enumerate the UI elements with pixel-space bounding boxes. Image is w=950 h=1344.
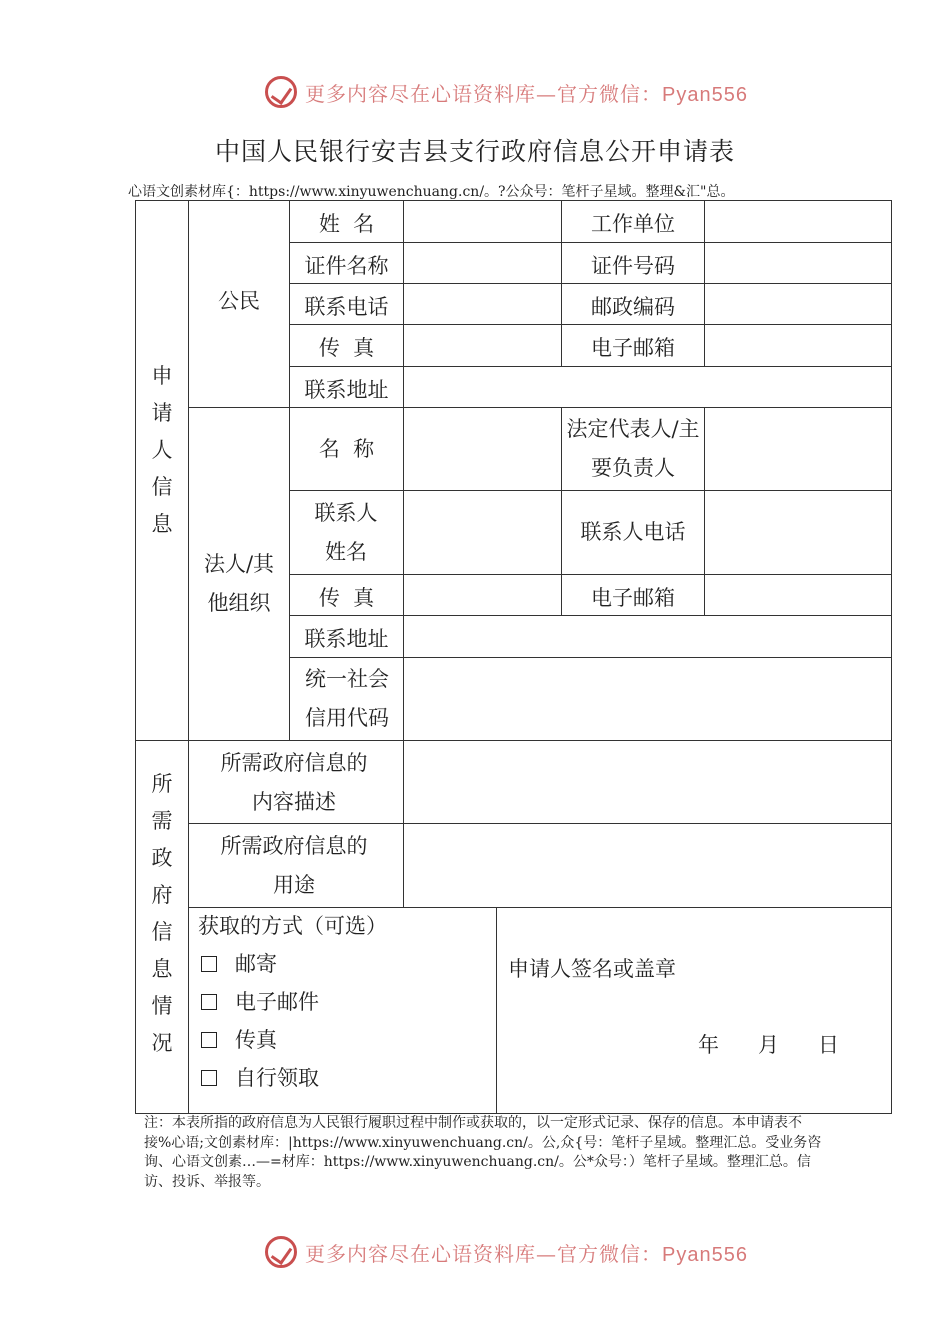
- retrieval-method-title: 获取的方式（可选）: [198, 914, 387, 938]
- checkbox-icon[interactable]: [201, 1070, 217, 1086]
- document-title: 中国人民银行安吉县支行政府信息公开申请表: [214, 137, 735, 166]
- postcode-label: 邮政编码: [591, 294, 675, 319]
- entity-name-label: 名 称: [318, 436, 375, 461]
- method-option-email[interactable]: 电子邮件: [198, 983, 387, 1021]
- method-option-mail[interactable]: 邮寄: [198, 945, 387, 983]
- entity-address-label: 联系地址: [304, 626, 389, 651]
- date-month-label: 月: [758, 1033, 779, 1057]
- id-number-label: 证件号码: [591, 253, 675, 278]
- credit-code-label: 统一社会信用代码: [305, 667, 389, 730]
- watermark-banner-bottom: [265, 1232, 785, 1272]
- work-unit-label: 工作单位: [591, 211, 675, 236]
- application-form-table: [135, 200, 892, 1114]
- applicant-info-section-label: 申 请 人 信 息: [151, 364, 173, 536]
- watermark-text: 更多内容尽在心语资料库—官方微信：Pyan556: [305, 81, 748, 106]
- citizen-group-label: 公民: [218, 288, 260, 313]
- date-year-label: 年: [698, 1033, 719, 1057]
- date-day-label: 日: [818, 1033, 839, 1057]
- usage-label: 所需政府信息的用途: [220, 833, 368, 897]
- legal-representative-label: 法定代表人/主要负责人: [566, 417, 700, 480]
- entity-email-label: 电子邮箱: [591, 585, 675, 610]
- address-label: 联系地址: [304, 377, 389, 402]
- retrieval-method-group: [198, 907, 387, 1097]
- content-description-label: 所需政府信息的内容描述: [220, 750, 368, 814]
- fax-label: 传 真: [318, 335, 375, 360]
- checkbox-icon[interactable]: [201, 994, 217, 1010]
- source-line: 心语文创素材库{：https://www.xinyuwenchuang.cn/。?公众号：笔杆子星域。整理&汇"总。: [128, 184, 735, 200]
- email-label: 电子邮箱: [591, 335, 675, 360]
- method-option-pickup[interactable]: 自行领取: [198, 1059, 387, 1097]
- method-option-fax[interactable]: 传真: [198, 1021, 387, 1059]
- entity-fax-label: 传 真: [318, 585, 375, 610]
- contact-name-label: 联系人姓名: [314, 500, 378, 564]
- contact-phone-label: 联系人电话: [580, 520, 686, 545]
- watermark-text: 更多内容尽在心语资料库—官方微信：Pyan556: [305, 1241, 748, 1266]
- footnote: 注：本表所指的政府信息为人民银行履职过程中制作或获取的，以一定形式记录、保存的信息。本申请表不接%心语;文创素材库：|https://www.xinyuwenchuang.cn/。公,众{号：笔杆子星域。整理汇总。受业务咨询、心语文创素…—=材库：https://www.xinyuwenchuang.cn/。公*众号：）笔杆子星域。整理汇总。信访、投诉、举报等。: [144, 1115, 822, 1190]
- required-info-section-label: 所 需 政 府 信 息 情 况: [151, 772, 173, 1055]
- quill-seal-icon: [265, 76, 297, 108]
- name-label: 姓 名: [318, 211, 375, 236]
- signature-label: 申请人签名或盖章: [508, 957, 676, 981]
- checkbox-icon[interactable]: [201, 1032, 217, 1048]
- phone-label: 联系电话: [304, 294, 389, 319]
- id-type-label: 证件名称: [304, 253, 389, 278]
- watermark-banner-top: [265, 72, 785, 112]
- checkbox-icon[interactable]: [201, 956, 217, 972]
- legal-entity-group-label: 法人/其他组织: [203, 552, 275, 615]
- quill-seal-icon: [265, 1236, 297, 1268]
